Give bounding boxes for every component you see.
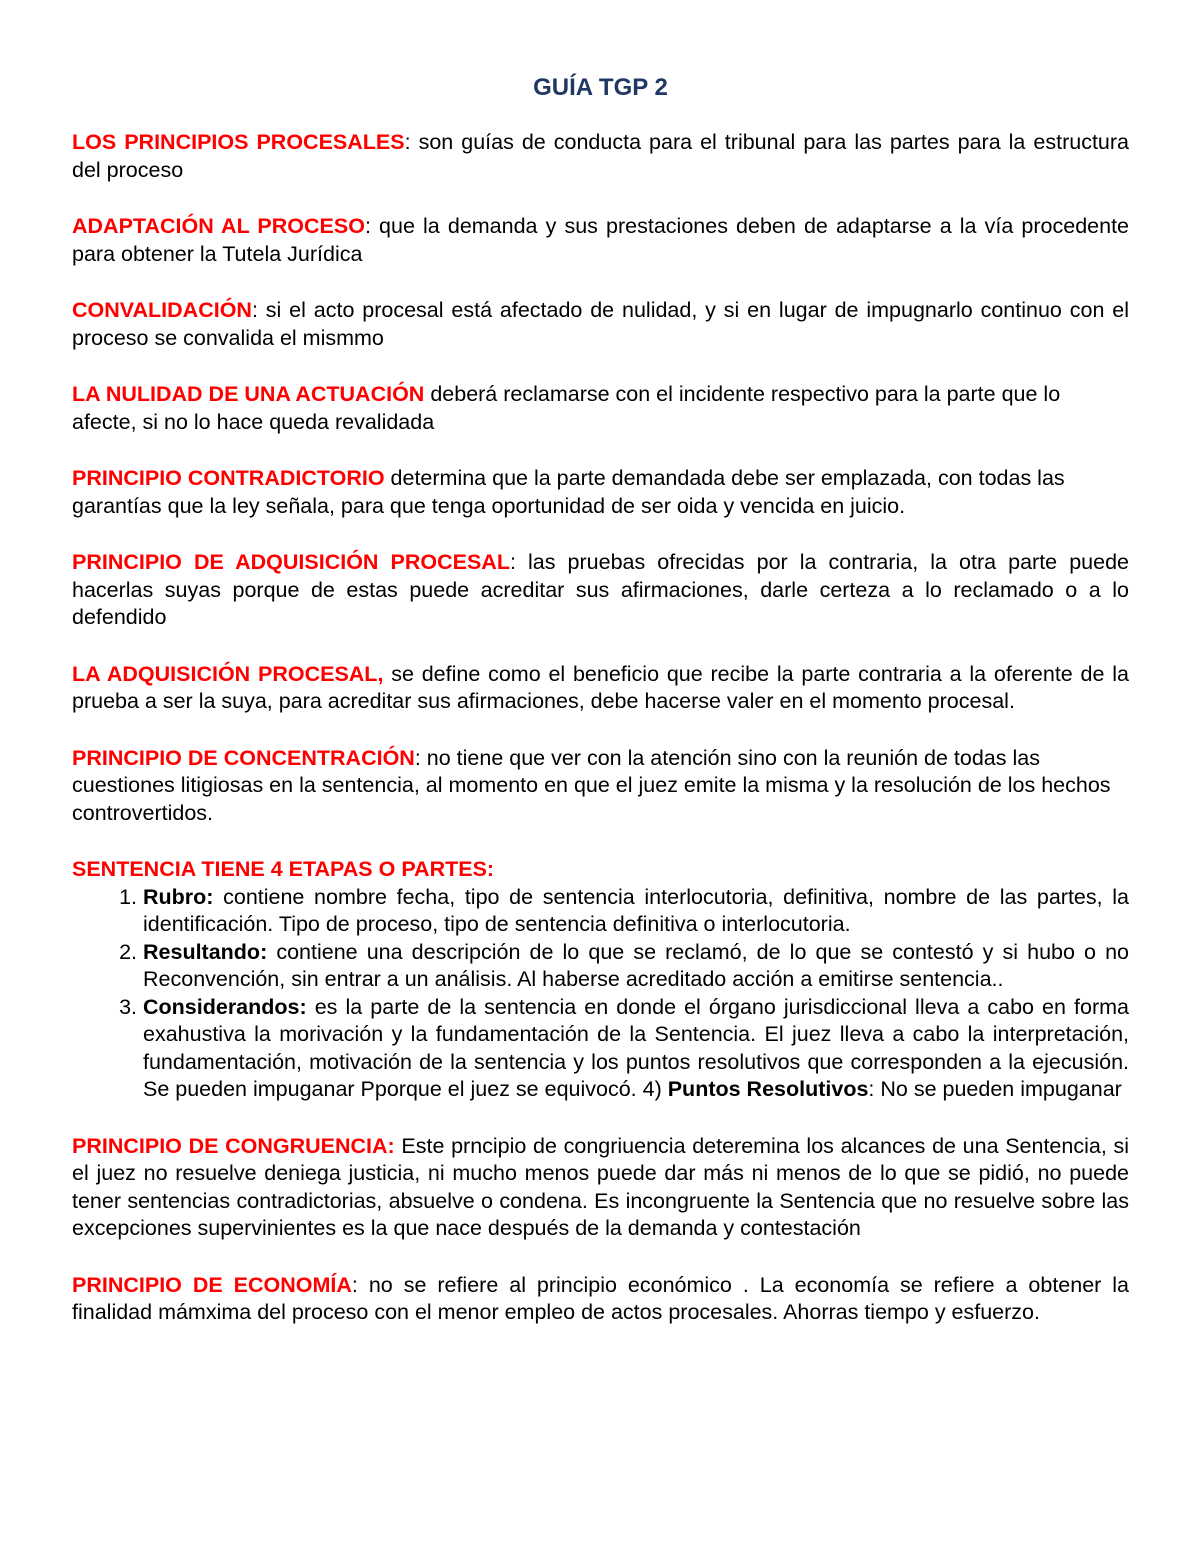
section-term: PRINCIPIO DE CONGRUENCIA:: [72, 1133, 395, 1158]
section-principios-procesales: [72, 129, 1129, 184]
item-label-secondary: Puntos Resolutivos: [667, 1077, 869, 1101]
section-term: LA ADQUISICIÓN PROCESAL,: [72, 661, 384, 686]
item-text: es la parte de la sentencia en donde el órgano jurisdiccional lleva a cabo en forma exahustiva la morivación y la fundamentación de la Sentencia. El juez lleva a cabo la interpretación, fundamentación, motivación de la sentencia y los puntos resolutivos que corresponden a la ejecusión. Se pueden impuganar Pporque el juez se equivocó. 4): [143, 994, 1129, 1101]
sentencia-list: [72, 884, 1129, 1104]
section-term: PRINCIPIO DE CONCENTRACIÓN: [72, 745, 415, 770]
section-nulidad: [72, 381, 1129, 436]
section-term: PRINCIPIO CONTRADICTORIO: [72, 466, 385, 490]
section-term: PRINCIPIO DE ECONOMÍA: [72, 1272, 352, 1297]
section-term: CONVALIDACIÓN: [72, 298, 252, 322]
section-congruencia: [72, 1133, 1129, 1243]
section-concentracion: [72, 745, 1129, 828]
item-text: contiene una descripción de lo que se reclamó, de lo que se contestó y si hubo o no Reconvención, sin entrar a un análisis. Al haberse acreditado acción a emitirse sentencia..: [143, 939, 1129, 991]
list-item: [143, 994, 1129, 1104]
section-economia: [72, 1272, 1129, 1327]
section-adaptacion: [72, 213, 1129, 268]
list-item: [143, 884, 1129, 939]
document-page: [72, 70, 1129, 1356]
section-text: : no tiene que ver con la atención sino con la reunión de todas las cuestiones litigiosas en la sentencia, al momento en que el juez emite la misma y la resolución de los hechos controvertidos.: [72, 745, 1111, 825]
section-text: : son guías de conducta para el tribunal para las partes para la estructura del proceso: [72, 130, 1129, 182]
section-text: determina que la parte demandada debe ser emplazada, con todas las garantías que la ley señala, para que tenga oportunidad de ser oida y vencida en juicio.: [72, 466, 1065, 518]
section-term: LA NULIDAD DE UNA ACTUACIÓN: [72, 382, 425, 406]
item-text-secondary: : No se pueden impuganar: [868, 1077, 1122, 1101]
section-text: : las pruebas ofrecidas por la contraria, la otra parte puede hacerlas suyas porque de estas puede acreditar sus afirmaciones, darle certeza a lo reclamado o a lo defendido: [72, 550, 1129, 629]
section-text: se define como el beneficio que recibe la parte contraria a la oferente de la prueba a ser la suya, para acreditar sus afirmaciones, debe hacerse valer en el momento procesal.: [72, 661, 1129, 713]
sentencia-heading: SENTENCIA TIENE 4 ETAPAS O PARTES:: [72, 857, 495, 881]
document-title: GUÍA TGP 2: [533, 74, 668, 101]
section-text: : si el acto procesal está afectado de nulidad, y si en lugar de impugnarlo continuo con el proceso se convalida el mismmo: [72, 298, 1129, 350]
section-text: deberá reclamarse con el incidente respectivo para la parte que lo afecte, si no lo hace queda revalidada: [72, 382, 1061, 434]
section-convalidacion: [72, 297, 1129, 352]
section-text: Este prncipio de congriuencia deteremina los alcances de una Sentencia, si el juez no resuelve deniega justicia, ni mucho menos puede dar más ni menos de lo que se pidió, no puede tener sentencias contradictorias, absuelve o condena. Es incongruente la Sentencia que no resuelve sobre las excepciones supervinientes es la que nace después de la demanda y contestación: [72, 1133, 1129, 1240]
item-label: Rubro:: [143, 884, 214, 909]
section-text: : no se refiere al principio económico . La economía se refiere a obtener la finalidad mámxima del proceso con el menor empleo de actos procesales. Ahorras tiempo y esfuerzo.: [72, 1272, 1130, 1324]
section-adquisicion-procesal: [72, 549, 1129, 632]
section-la-adquisicion: [72, 661, 1129, 716]
item-label: Considerandos:: [143, 994, 307, 1019]
item-text: contiene nombre fecha, tipo de sentencia interlocutoria, definitiva, nombre de las partes, la identificación. Tipo de proceso, tipo de sentencia definitiva o interlocutoria.: [143, 884, 1129, 936]
section-contradictorio: [72, 465, 1129, 520]
section-text: : que la demanda y sus prestaciones deben de adaptarse a la vía procedente para obtener la Tutela Jurídica: [72, 214, 1129, 266]
section-term: ADAPTACIÓN AL PROCESO: [72, 214, 365, 238]
list-item: [143, 939, 1129, 994]
section-term: PRINCIPIO DE ADQUISICIÓN PROCESAL: [72, 550, 510, 574]
section-term: LOS PRINCIPIOS PROCESALES: [72, 130, 405, 154]
item-label: Resultando:: [143, 939, 268, 964]
